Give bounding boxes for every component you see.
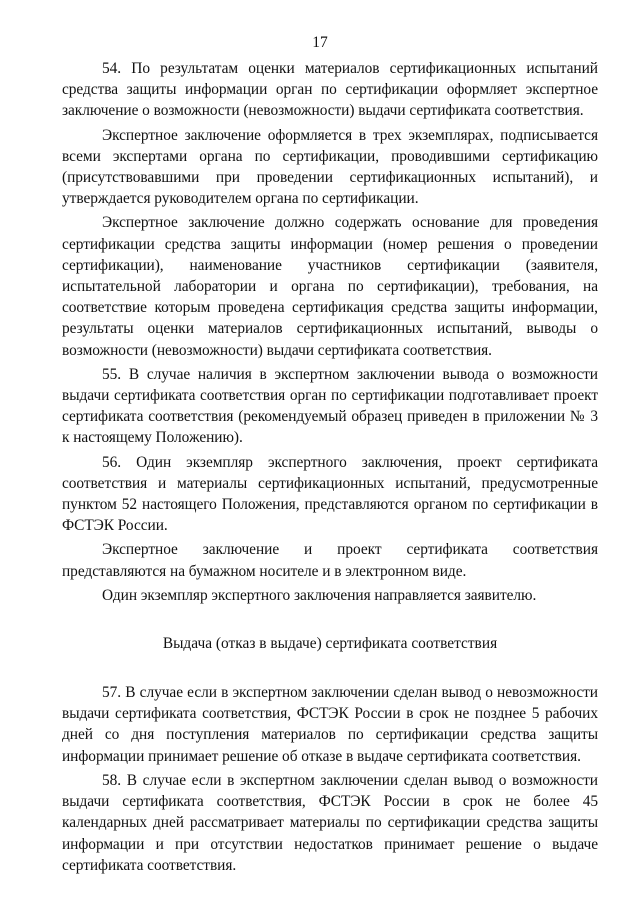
paragraph-expert-conclusion-contents: Экспертное заключение должно содержать основание для проведения сертификации средства защиты информации (номер решения о проведении сертификации), наименование участников сертификации (заявителя, испытательной лаборатории и органа по сертификации), требования, на соответствие которым проведена сертификация средства защиты информации, результаты оценки материалов сертификационных испытаний, выводы о возможности (невозможности) выдачи сертификата соответствия. [62,214,598,359]
paragraph-copy-to-applicant: Один экземпляр экспертного заключения направляется заявителю. [102,586,537,604]
paragraph-56: 56. Один экземпляр экспертного заключения, проект сертификата соответствия и материалы сертификационных испытаний, предусмотренные пунктом 52 настоящего Положения, представляются органом по сертификации в ФСТЭК России. [62,453,598,535]
paragraph-paper-and-electronic: Экспертное заключение и проект сертификата соответствия представляются на бумажном носителе и в электронном виде. [62,541,598,580]
paragraph-54: 54. По результатам оценки материалов сертификационных испытаний средства защиты информации орган по сертификации оформляет экспертное заключение о возможности (невозможности) выдачи сертификата соответствия. [62,60,598,120]
paragraph-expert-conclusion-copies: Экспертное заключение оформляется в трех экземплярах, подписывается всеми экспертами органа по сертификации, проводившими сертификацию (присутствовавшими при проведении сертификационных испытаний), и утверждается руководителем органа по сертификации. [62,126,598,208]
paragraph-57: 57. В случае если в экспертном заключении сделан вывод о невозможности выдачи сертификата соответствия, ФСТЭК России в срок не позднее 5 рабочих дней со дня поступления материалов по сертификации средства защиты информации принимает решение об отказе в выдаче сертификата соответствия. [62,684,598,765]
paragraph-58: 58. В случае если в экспертном заключении сделан вывод о возможности выдачи сертификата соответствия, ФСТЭК России в срок не более 45 календарных дней рассматривает материалы по сертификации средства защиты информации и при отсутствии недостатков принимает решение о выдаче сертификата соответствия. [62,771,598,874]
page-number: 17 [312,34,328,51]
paragraph-55: 55. В случае наличия в экспертном заключении вывода о возможности выдачи сертификата соответствия орган по сертификации подготавливает проект сертификата соответствия (рекомендуемый образец приведен в приложении № 3 к настоящему Положению). [62,365,598,447]
section-heading: Выдача (отказ в выдаче) сертификата соответствия [162,635,498,653]
document-body [62,58,598,879]
